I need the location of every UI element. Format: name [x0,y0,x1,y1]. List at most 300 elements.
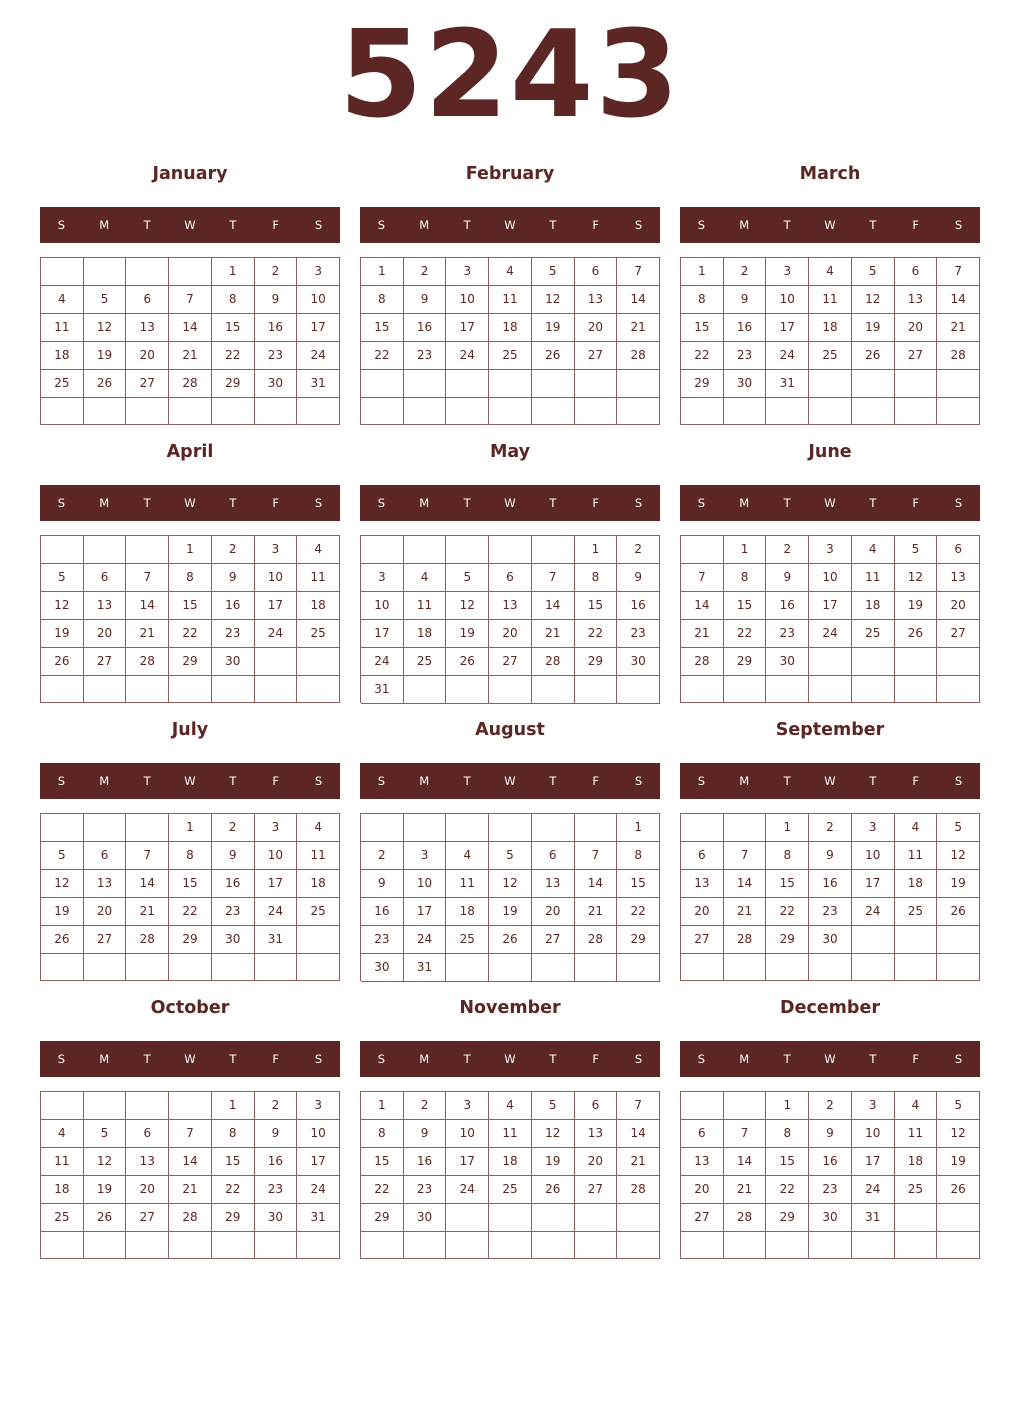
day-cell: 19 [895,592,938,620]
day-cell: 7 [617,1092,660,1120]
day-cell: 28 [681,648,724,676]
empty-day-cell [895,926,938,954]
day-cell: 23 [617,620,660,648]
empty-day-cell [852,648,895,676]
day-cell: 31 [297,1204,340,1232]
weekday-label: S [634,218,643,232]
weekday-label: T [549,1052,557,1066]
day-cell: 11 [489,1120,532,1148]
empty-day-cell [169,398,212,425]
day-cell: 14 [617,286,660,314]
day-cell: 15 [212,314,255,342]
weekday-label: M [739,774,750,788]
day-cell: 16 [766,592,809,620]
day-cell: 24 [446,1176,489,1204]
month-june [680,433,980,711]
day-cell: 21 [724,1176,767,1204]
day-grid [680,257,980,425]
weekday-header [360,207,660,243]
weekday-label: F [592,774,600,788]
day-cell: 15 [169,870,212,898]
empty-day-cell [809,398,852,425]
day-cell: 12 [937,842,980,870]
day-cell: 18 [895,870,938,898]
day-cell: 24 [404,926,447,954]
day-cell: 1 [212,1092,255,1120]
day-cell: 13 [126,1148,169,1176]
month-name: November [459,998,561,1018]
day-cell: 2 [212,536,255,564]
empty-day-cell [809,676,852,703]
day-cell: 27 [84,648,127,676]
day-cell: 20 [126,1176,169,1204]
day-cell: 23 [255,342,298,370]
day-cell: 29 [681,370,724,398]
empty-day-cell [126,536,169,564]
day-cell: 18 [446,898,489,926]
day-cell: 23 [255,1176,298,1204]
day-cell: 8 [212,286,255,314]
day-cell: 20 [84,620,127,648]
day-cell: 28 [532,648,575,676]
empty-day-cell [255,1232,298,1259]
day-cell: 11 [297,842,340,870]
weekday-header [680,763,980,799]
day-cell: 10 [809,564,852,592]
empty-day-cell [617,676,660,704]
day-cell: 8 [169,564,212,592]
day-cell: 15 [724,592,767,620]
empty-day-cell [361,536,404,564]
month-name: September [775,720,885,740]
day-cell: 27 [126,1204,169,1232]
day-cell: 2 [809,1092,852,1120]
empty-day-cell [255,398,298,425]
day-cell: 15 [361,314,404,342]
day-cell: 30 [255,370,298,398]
day-cell: 9 [212,842,255,870]
day-cell: 2 [404,1092,447,1120]
day-cell: 6 [937,536,980,564]
day-cell: 1 [681,258,724,286]
day-grid [360,813,660,981]
day-cell: 15 [575,592,618,620]
day-cell: 24 [852,1176,895,1204]
day-cell: 2 [212,814,255,842]
day-cell: 13 [126,314,169,342]
day-cell: 21 [126,620,169,648]
day-cell: 22 [766,1176,809,1204]
empty-day-cell [84,536,127,564]
day-cell: 12 [84,1148,127,1176]
day-cell: 29 [169,926,212,954]
empty-day-cell [404,536,447,564]
day-cell: 9 [766,564,809,592]
day-cell: 18 [41,1176,84,1204]
day-cell: 19 [84,1176,127,1204]
day-cell: 5 [895,536,938,564]
weekday-label: T [869,496,877,510]
empty-day-cell [852,676,895,703]
day-cell: 13 [489,592,532,620]
day-cell: 9 [404,286,447,314]
day-cell: 10 [446,1120,489,1148]
day-cell: 10 [255,564,298,592]
weekday-label: T [463,1052,471,1066]
empty-day-cell [297,648,340,676]
weekday-label: S [697,218,706,232]
day-cell: 26 [84,1204,127,1232]
day-cell: 23 [724,342,767,370]
day-cell: 20 [681,898,724,926]
day-cell: 6 [532,842,575,870]
day-cell: 7 [169,1120,212,1148]
day-cell: 11 [446,870,489,898]
day-cell: 6 [84,564,127,592]
month-august [360,711,660,989]
day-cell: 16 [255,314,298,342]
weekday-header [360,1041,660,1077]
day-cell: 14 [575,870,618,898]
weekday-label: M [419,496,430,510]
weekday-label: M [99,774,110,788]
day-grid [360,1091,660,1259]
weekday-label: S [314,218,323,232]
day-cell: 3 [766,258,809,286]
empty-day-cell [575,676,618,704]
day-cell: 5 [489,842,532,870]
day-cell: 19 [532,314,575,342]
weekday-label: S [954,496,963,510]
day-cell: 3 [852,1092,895,1120]
day-cell: 27 [895,342,938,370]
day-cell: 30 [724,370,767,398]
day-cell: 29 [212,1204,255,1232]
empty-day-cell [297,954,340,981]
day-cell: 6 [681,842,724,870]
empty-day-cell [617,370,660,398]
month-may [360,433,660,711]
empty-day-cell [724,814,767,842]
day-cell: 13 [937,564,980,592]
day-cell: 5 [84,286,127,314]
weekday-label: S [377,774,386,788]
day-cell: 28 [575,926,618,954]
weekday-label: T [463,218,471,232]
empty-day-cell [532,676,575,704]
day-cell: 24 [852,898,895,926]
day-cell: 28 [126,926,169,954]
empty-day-cell [895,398,938,425]
day-cell: 26 [446,648,489,676]
day-cell: 23 [809,898,852,926]
empty-day-cell [852,954,895,981]
day-cell: 9 [809,1120,852,1148]
weekday-label: M [419,218,430,232]
day-cell: 18 [852,592,895,620]
day-cell: 23 [361,926,404,954]
empty-day-cell [575,1204,618,1232]
day-cell: 13 [575,286,618,314]
empty-day-cell [41,954,84,981]
day-cell: 25 [489,342,532,370]
day-cell: 1 [766,814,809,842]
empty-day-cell [895,676,938,703]
empty-day-cell [126,814,169,842]
day-cell: 6 [126,1120,169,1148]
day-cell: 29 [724,648,767,676]
weekday-label: S [697,496,706,510]
day-cell: 13 [681,870,724,898]
empty-day-cell [532,398,575,426]
day-cell: 15 [766,1148,809,1176]
day-cell: 7 [532,564,575,592]
day-cell: 29 [766,926,809,954]
day-cell: 16 [809,1148,852,1176]
empty-day-cell [575,398,618,426]
day-cell: 17 [361,620,404,648]
day-cell: 4 [895,1092,938,1120]
weekday-label: W [184,218,196,232]
day-cell: 14 [126,592,169,620]
weekday-label: W [504,1052,516,1066]
day-cell: 4 [41,1120,84,1148]
empty-day-cell [84,258,127,286]
day-cell: 26 [41,648,84,676]
empty-day-cell [575,370,618,398]
day-cell: 14 [617,1120,660,1148]
weekday-label: T [549,774,557,788]
weekday-label: S [954,774,963,788]
empty-day-cell [41,536,84,564]
day-cell: 29 [766,1204,809,1232]
empty-day-cell [255,954,298,981]
day-cell: 5 [532,258,575,286]
weekday-label: T [869,774,877,788]
day-cell: 25 [297,620,340,648]
empty-day-cell [489,398,532,426]
day-cell: 12 [446,592,489,620]
weekday-label: F [592,218,600,232]
day-cell: 4 [852,536,895,564]
empty-day-cell [41,398,84,425]
empty-day-cell [446,676,489,704]
day-cell: 1 [212,258,255,286]
day-cell: 1 [617,814,660,842]
day-cell: 19 [937,870,980,898]
day-cell: 18 [404,620,447,648]
day-cell: 4 [297,536,340,564]
day-cell: 3 [255,814,298,842]
empty-day-cell [297,398,340,425]
day-cell: 14 [532,592,575,620]
day-cell: 30 [404,1204,447,1232]
day-cell: 30 [617,648,660,676]
empty-day-cell [446,1204,489,1232]
day-cell: 7 [724,842,767,870]
day-cell: 19 [41,898,84,926]
weekday-label: W [504,496,516,510]
empty-day-cell [169,258,212,286]
day-cell: 19 [446,620,489,648]
day-cell: 13 [575,1120,618,1148]
weekday-label: S [314,1052,323,1066]
weekday-label: F [272,774,280,788]
day-grid [40,813,340,981]
empty-day-cell [297,676,340,703]
day-cell: 13 [84,592,127,620]
day-cell: 2 [766,536,809,564]
day-cell: 21 [575,898,618,926]
day-grid [680,535,980,703]
day-cell: 11 [895,1120,938,1148]
day-cell: 8 [681,286,724,314]
day-cell: 28 [724,1204,767,1232]
weekday-label: M [419,774,430,788]
day-cell: 27 [681,926,724,954]
weekday-label: S [377,1052,386,1066]
day-cell: 20 [937,592,980,620]
day-cell: 3 [446,258,489,286]
day-cell: 5 [852,258,895,286]
day-cell: 2 [809,814,852,842]
empty-day-cell [681,676,724,703]
weekday-label: T [783,496,791,510]
day-cell: 23 [212,620,255,648]
day-cell: 7 [617,258,660,286]
day-cell: 16 [809,870,852,898]
weekday-label: W [504,774,516,788]
weekday-label: T [549,218,557,232]
day-cell: 22 [361,342,404,370]
day-cell: 21 [681,620,724,648]
day-cell: 27 [575,1176,618,1204]
month-name: December [780,998,880,1018]
weekday-label: T [463,496,471,510]
empty-day-cell [361,370,404,398]
day-cell: 9 [617,564,660,592]
weekday-label: T [229,1052,237,1066]
day-cell: 31 [852,1204,895,1232]
day-cell: 22 [724,620,767,648]
day-cell: 14 [724,1148,767,1176]
day-cell: 6 [126,286,169,314]
empty-day-cell [937,1232,980,1259]
day-cell: 25 [489,1176,532,1204]
day-cell: 30 [809,926,852,954]
weekday-label: S [377,218,386,232]
empty-day-cell [937,1204,980,1232]
day-cell: 16 [212,870,255,898]
empty-day-cell [361,814,404,842]
day-cell: 15 [617,870,660,898]
day-cell: 28 [169,370,212,398]
day-cell: 1 [169,814,212,842]
day-cell: 22 [617,898,660,926]
day-cell: 12 [84,314,127,342]
empty-day-cell [937,398,980,425]
empty-day-cell [212,1232,255,1259]
day-cell: 7 [126,842,169,870]
day-cell: 12 [41,870,84,898]
weekday-label: S [697,1052,706,1066]
day-cell: 18 [297,870,340,898]
day-cell: 26 [84,370,127,398]
day-cell: 6 [575,258,618,286]
weekday-label: M [99,218,110,232]
month-name: May [489,442,531,462]
weekday-label: M [739,218,750,232]
day-cell: 8 [361,1120,404,1148]
empty-day-cell [937,676,980,703]
month-april [40,433,340,711]
empty-day-cell [41,1232,84,1259]
day-cell: 3 [255,536,298,564]
day-cell: 23 [809,1176,852,1204]
month-name: June [808,442,852,462]
day-cell: 17 [852,1148,895,1176]
day-cell: 28 [617,342,660,370]
empty-day-cell [297,1232,340,1259]
day-cell: 17 [297,314,340,342]
month-name: January [152,164,228,184]
day-cell: 20 [575,314,618,342]
day-cell: 27 [681,1204,724,1232]
weekday-label: M [739,1052,750,1066]
day-cell: 30 [212,926,255,954]
day-cell: 6 [489,564,532,592]
day-cell: 20 [489,620,532,648]
day-cell: 21 [724,898,767,926]
empty-day-cell [297,926,340,954]
day-cell: 5 [532,1092,575,1120]
empty-day-cell [446,398,489,426]
day-cell: 11 [809,286,852,314]
day-cell: 17 [809,592,852,620]
empty-day-cell [937,954,980,981]
day-cell: 3 [809,536,852,564]
day-cell: 7 [169,286,212,314]
day-cell: 31 [404,954,447,982]
empty-day-cell [489,370,532,398]
day-cell: 4 [809,258,852,286]
empty-day-cell [895,954,938,981]
day-cell: 12 [532,286,575,314]
day-cell: 15 [361,1148,404,1176]
empty-day-cell [575,954,618,982]
weekday-label: T [463,774,471,788]
day-cell: 15 [212,1148,255,1176]
day-grid [40,535,340,703]
day-cell: 9 [255,1120,298,1148]
day-cell: 19 [852,314,895,342]
day-cell: 14 [724,870,767,898]
day-cell: 27 [937,620,980,648]
day-cell: 31 [766,370,809,398]
empty-day-cell [937,648,980,676]
empty-day-cell [446,536,489,564]
month-name: February [465,164,555,184]
weekday-label: F [912,1052,920,1066]
day-cell: 27 [489,648,532,676]
day-cell: 8 [766,1120,809,1148]
day-cell: 22 [361,1176,404,1204]
empty-day-cell [617,1204,660,1232]
day-cell: 10 [852,842,895,870]
day-cell: 25 [41,370,84,398]
empty-day-cell [724,398,767,425]
day-cell: 2 [361,842,404,870]
